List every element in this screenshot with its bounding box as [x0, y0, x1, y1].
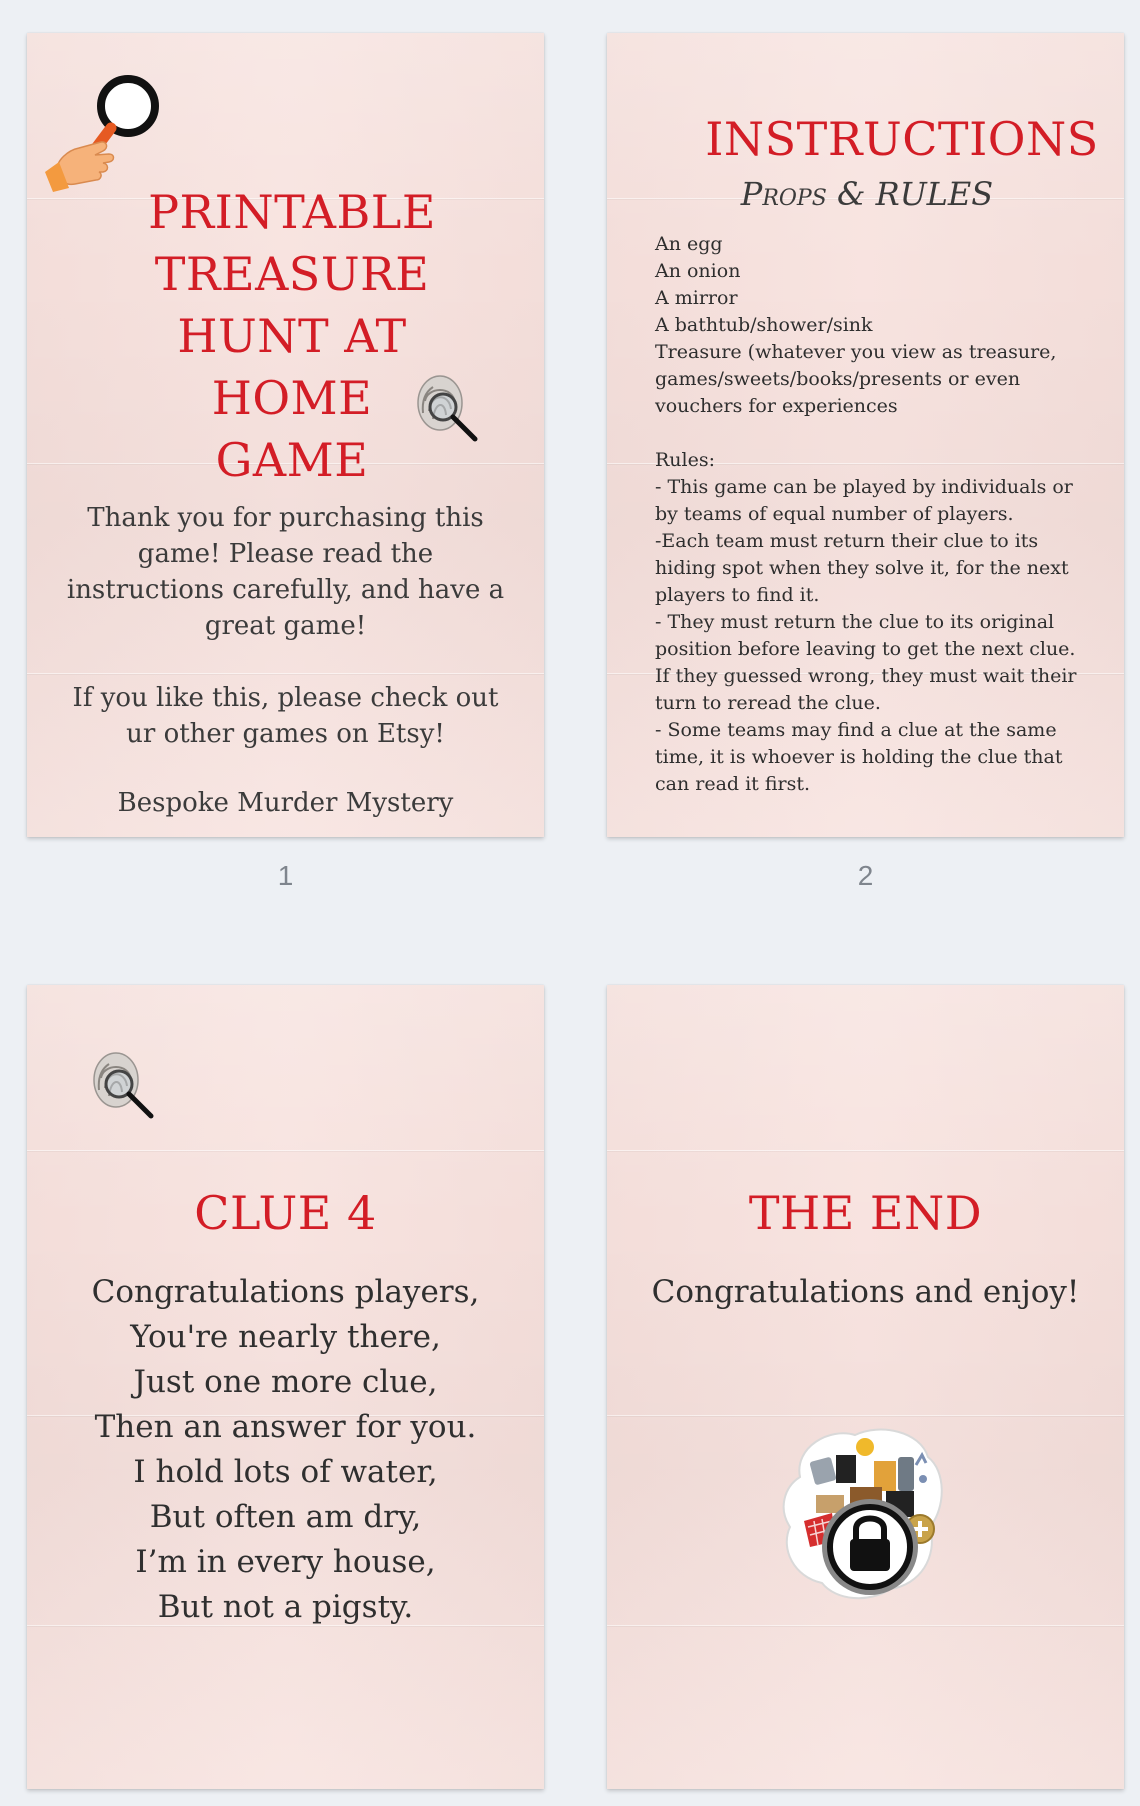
list-item: Treasure (whatever you view as treasure, games/sweets/books/presents or even vouchers for experiences [655, 341, 1063, 417]
instructions-subtitle: Props & RULES [740, 175, 994, 213]
fingerprint-magnifier-icon [89, 1050, 159, 1125]
end-title: THE END [748, 1186, 983, 1240]
props-list [655, 231, 1105, 420]
list-item: An egg [655, 233, 723, 255]
cover-title-line: PRINTABLE [148, 185, 436, 239]
list-item: -Each team must return their clue to its hiding spot when they solve it, for the next players to find it. [655, 530, 1069, 606]
list-item: - Some teams may find a clue at the same time, it is whoever is holding the clue that can read it first. [655, 719, 1063, 795]
list-item: A bathtub/shower/sink [655, 314, 873, 336]
end-message: Congratulations and enjoy! [651, 1274, 1080, 1310]
poem-line: Just one more clue, [133, 1364, 438, 1400]
rules-list [655, 447, 1095, 798]
etsy-text: If you like this, please check out ur other games on Etsy! [72, 683, 499, 749]
instructions-title: INSTRUCTIONS [705, 112, 1099, 166]
poem-line: Congratulations players, [91, 1274, 480, 1310]
poem-line: But not a pigsty. [157, 1589, 414, 1625]
poem-line: You're nearly there, [130, 1319, 441, 1355]
cover-title [87, 181, 497, 491]
poem-line: I hold lots of water, [133, 1454, 438, 1490]
list-item: An onion [655, 260, 741, 282]
clue-poem [27, 1270, 544, 1630]
brand-name: Bespoke Murder Mystery [117, 788, 454, 818]
thanks-text: Thank you for purchasing this game! Please read the instructions carefully, and have a great game! [66, 503, 505, 641]
cover-title-line: HOME [211, 371, 373, 425]
poem-line: I’m in every house, [135, 1544, 436, 1580]
page-clue [27, 985, 544, 1789]
clue-title: CLUE 4 [194, 1186, 377, 1240]
poem-line: But often am dry, [149, 1499, 422, 1535]
poem-line: Then an answer for you. [94, 1409, 477, 1445]
rules-heading: Rules: [655, 449, 716, 471]
cover-title-line: HUNT AT [177, 309, 407, 363]
list-item: A mirror [655, 287, 738, 309]
list-item: - They must return the clue to its original position before leaving to get the next clue. If they guessed wrong, they must wait their turn to reread the clue. [655, 611, 1077, 714]
cover-title-line: TREASURE [154, 247, 430, 301]
page-instructions [607, 33, 1124, 837]
page-number: 2 [857, 860, 874, 891]
list-item: - This game can be played by individuals or by teams of equal number of players. [655, 476, 1073, 525]
treasure-lock-icon [770, 1417, 960, 1607]
cover-title-line: GAME [215, 433, 369, 487]
page-number: 1 [277, 860, 294, 891]
page-end [607, 985, 1124, 1789]
hand-holding-magnifier-icon [43, 68, 163, 193]
page-cover [27, 33, 544, 837]
